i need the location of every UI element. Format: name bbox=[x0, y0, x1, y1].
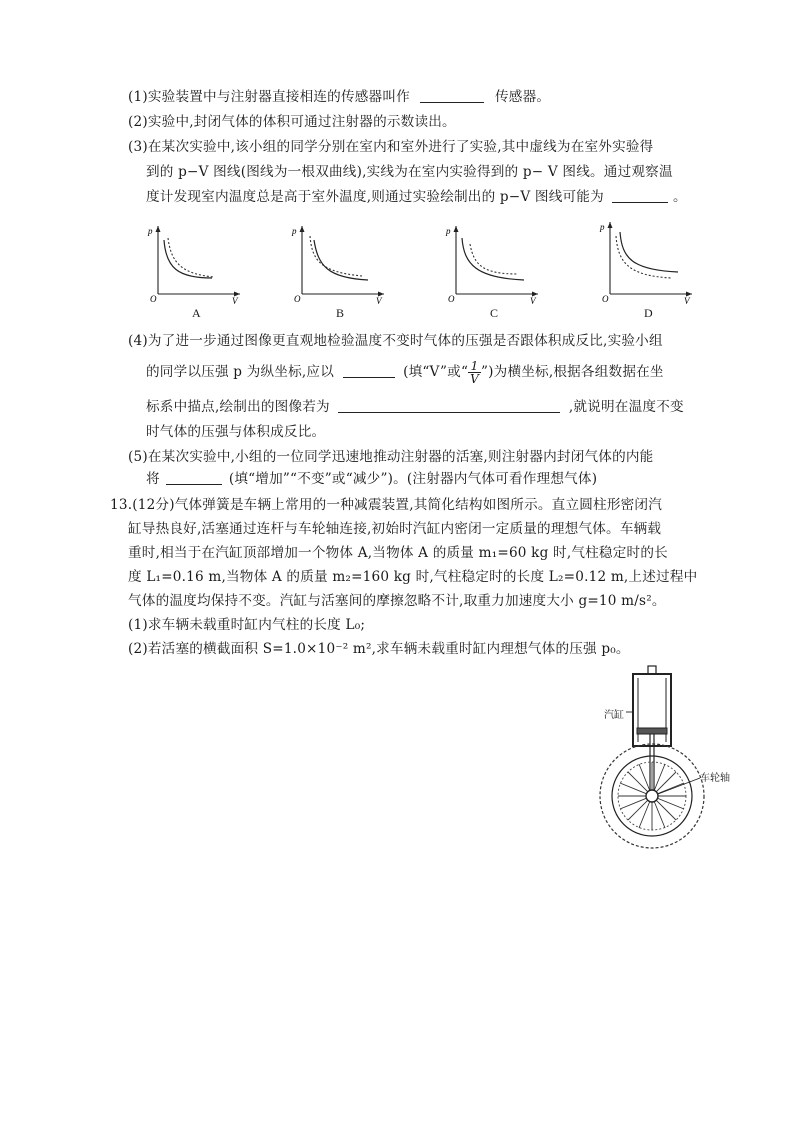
graph-a bbox=[146, 222, 246, 304]
axis-p-label: p bbox=[446, 226, 451, 236]
indoor-solid-curve bbox=[314, 240, 368, 280]
q13-line1: 13.(12分)气体弹簧是车辆上常用的一种减震装置,其简化结构如图所示。直立圆柱形密闭汽 bbox=[110, 497, 663, 513]
answer-blank-4b[interactable] bbox=[338, 398, 560, 413]
axis-v-label: V bbox=[376, 296, 382, 304]
q12-part5-line1: (5)在某次实验中,小组的一位同学迅速地推动注射器的活塞,则注射器内封闭气体的内能 bbox=[128, 449, 654, 465]
indoor-solid-curve bbox=[164, 240, 212, 278]
q12-part4-line4: 时气体的压强与体积成反比。 bbox=[146, 424, 326, 440]
origin-label: O bbox=[294, 294, 301, 304]
axis-p-label: p bbox=[600, 222, 605, 232]
answer-blank-4a[interactable] bbox=[343, 363, 395, 378]
origin-label: O bbox=[448, 294, 455, 304]
q12-part3-line2: 到的 p−V 图线(图线为一根双曲线),实线为在室内实验得到的 p− V 图线。通过观察温 bbox=[146, 164, 673, 180]
answer-blank-5[interactable] bbox=[166, 470, 222, 485]
axis-v-label: V bbox=[232, 296, 238, 304]
graph-b bbox=[290, 222, 390, 304]
axis-p-label: p bbox=[148, 226, 153, 236]
one-over-v-fraction: $\frac{1}{V}$ bbox=[470, 359, 479, 386]
answer-blank-1[interactable] bbox=[420, 88, 484, 103]
graph-d bbox=[598, 218, 698, 304]
q12-part2: (2)实验中,封闭气体的体积可通过注射器的示数读出。 bbox=[128, 114, 456, 130]
cylinder-label: 汽缸 bbox=[604, 710, 624, 721]
q12-part4-line1: (4)为了进一步通过图像更直观地检验温度不变时气体的压强是否跟体积成反比,实验小组 bbox=[128, 333, 663, 349]
axis-v-label: V bbox=[684, 296, 690, 304]
graph-a-label: A bbox=[192, 306, 201, 320]
axle-label: 车轮轴 bbox=[700, 773, 730, 784]
q12-part4-line3: 标系中描点,绘制出的图像若为 ,就说明在温度不变 bbox=[146, 399, 684, 415]
q13-sub2: (2)若活塞的横截面积 S=1.0×10⁻² m²,求车辆未载重时缸内理想气体的压强 p₀。 bbox=[128, 641, 630, 657]
q13-line2: 缸导热良好,活塞通过连杆与车轮轴连接,初始时汽缸内密闭一定质量的理想气体。车辆载 bbox=[128, 521, 662, 537]
answer-blank-3[interactable] bbox=[612, 188, 668, 203]
outdoor-dashed-curve bbox=[168, 238, 214, 277]
q12-part3-line3: 度计发现室内温度总是高于室外温度,则通过实验绘制出的 p−V 图线可能为 。 bbox=[146, 189, 687, 205]
q12-part3-line1: (3)在某次实验中,该小组的同学分别在室内和室外进行了实验,其中虚线为在室外实验得 bbox=[128, 139, 654, 155]
outdoor-dashed-curve bbox=[616, 236, 672, 278]
gas-spring-figure bbox=[596, 660, 746, 850]
q12-part4-line2: 的同学以压强 p 为纵坐标,应以 (填“V”或“ $\frac{1}{V}$ ”)为横坐标,根据各组数据在坐 bbox=[146, 359, 664, 386]
graph-c bbox=[444, 222, 544, 304]
graph-d-label: D bbox=[644, 306, 653, 320]
q12-part5-line2: 将 (填“增加”“不变”或“减少”)。(注射器内气体可看作理想气体) bbox=[146, 471, 598, 487]
axis-p-label: p bbox=[292, 226, 297, 236]
q13-line3: 重时,相当于在汽缸顶部增加一个物体 A,当物体 A 的质量 m₁=60 kg 时,气柱稳定时的长 bbox=[128, 545, 668, 561]
graph-b-label: B bbox=[336, 306, 345, 320]
q13-line5: 气体的温度均保持不变。汽缸与活塞间的摩擦忽略不计,取重力加速度大小 g=10 m/s²。 bbox=[128, 593, 666, 609]
origin-label: O bbox=[150, 294, 157, 304]
graph-c-label: C bbox=[490, 306, 499, 320]
q13-sub1: (1)求车辆未载重时缸内气柱的长度 L₀; bbox=[128, 617, 366, 633]
q13-line4: 度 L₁=0.16 m,当物体 A 的质量 m₂=160 kg 时,气柱稳定时的长度 L₂=0.12 m,上述过程中 bbox=[128, 569, 698, 585]
q12-part1: (1)实验装置中与注射器直接相连的传感器叫作 传感器。 bbox=[128, 89, 551, 105]
origin-label: O bbox=[602, 294, 609, 304]
axis-v-label: V bbox=[530, 296, 536, 304]
